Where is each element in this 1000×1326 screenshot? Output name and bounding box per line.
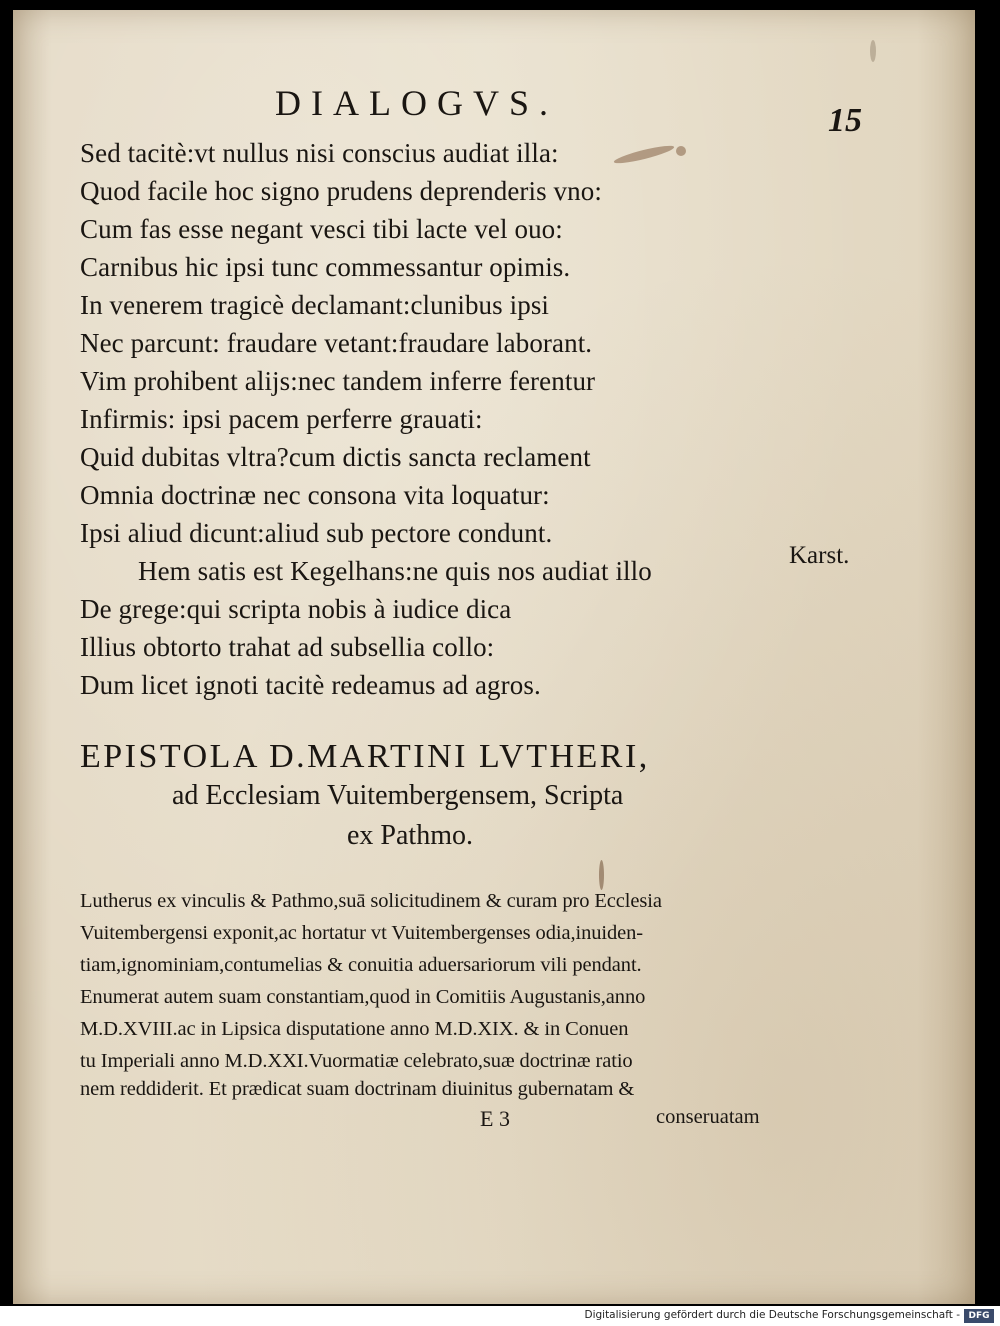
verse-line: Hem satis est Kegelhans:ne quis nos audiat illo xyxy=(138,556,652,586)
argument-line: tu Imperiali anno M.D.XXI.Vuormatiæ celebrato,suæ doctrinæ ratio xyxy=(80,1050,633,1072)
argument-line: nem reddiderit. Et prædicat suam doctrinam diuinitus gubernatam & xyxy=(80,1078,635,1100)
folio-number: 15 xyxy=(828,102,862,139)
ink-stain xyxy=(676,146,686,156)
verse-line: Nec parcunt: fraudare vetant:fraudare laborant. xyxy=(80,328,593,358)
marginal-speaker-note: Karst. xyxy=(789,542,850,569)
verse-line: In venerem tragicè declamant:clunibus ipsi xyxy=(80,290,550,320)
verse-line: Infirmis: ipsi pacem perferre grauati: xyxy=(80,404,483,434)
verse-line: Ipsi aliud dicunt:aliud sub pectore condunt. xyxy=(80,518,553,548)
argument-line: tiam,ignominiam,contumelias & conuitia aduersariorum vili pendant. xyxy=(80,954,642,976)
verse-line: Carnibus hic ipsi tunc commessantur opimis. xyxy=(80,252,571,282)
verse-line: Quod facile hoc signo prudens deprenderis vno: xyxy=(80,176,602,206)
verse-line: Quid dubitas vltra?cum dictis sancta reclament xyxy=(80,442,591,472)
catchword: conseruatam xyxy=(656,1106,760,1128)
epistle-subheading: ex Pathmo. xyxy=(347,820,473,851)
argument-line: Enumerat autem suam constantiam,quod in Comitiis Augustanis,anno xyxy=(80,986,646,1008)
epistle-heading: EPISTOLA D.MARTINI LVTHERI, xyxy=(80,738,650,775)
verse-line: De grege:qui scripta nobis à iudice dica xyxy=(80,594,512,624)
ink-stain xyxy=(599,860,604,890)
verse-line: Illius obtorto trahat ad subsellia collo: xyxy=(80,632,495,662)
dfg-logo: DFG xyxy=(964,1309,994,1323)
verse-line: Vim prohibent alijs:nec tandem inferre ferentur xyxy=(80,366,596,396)
ink-stain xyxy=(613,143,675,167)
argument-line: Vuitembergensi exponit,ac hortatur vt Vuitembergenses odia,inuiden- xyxy=(80,922,643,944)
verse-line: Omnia doctrinæ nec consona vita loquatur: xyxy=(80,480,550,510)
running-head: DIALOGVS. xyxy=(275,83,558,123)
signature-mark: E 3 xyxy=(480,1106,510,1131)
verse-line: Cum fas esse negant vesci tibi lacte vel ouo: xyxy=(80,214,563,244)
argument-line: Lutherus ex vinculis & Pathmo,suā solicitudinem & curam pro Ecclesia xyxy=(80,890,662,912)
epistle-subheading: ad Ecclesiam Vuitembergensem, Scripta xyxy=(172,780,624,811)
verse-line: Sed tacitè:vt nullus nisi conscius audiat illa: xyxy=(80,138,559,168)
verse-line: Dum licet ignoti tacitè redeamus ad agros. xyxy=(80,670,541,700)
book-page xyxy=(13,10,975,1304)
ink-stain xyxy=(870,40,876,62)
funding-notice: Digitalisierung gefördert durch die Deutsche Forschungsgemeinschaft - xyxy=(584,1309,960,1321)
footer-bar xyxy=(0,1306,1000,1326)
argument-line: M.D.XVIII.ac in Lipsica disputatione anno M.D.XIX. & in Conuen xyxy=(80,1018,629,1040)
